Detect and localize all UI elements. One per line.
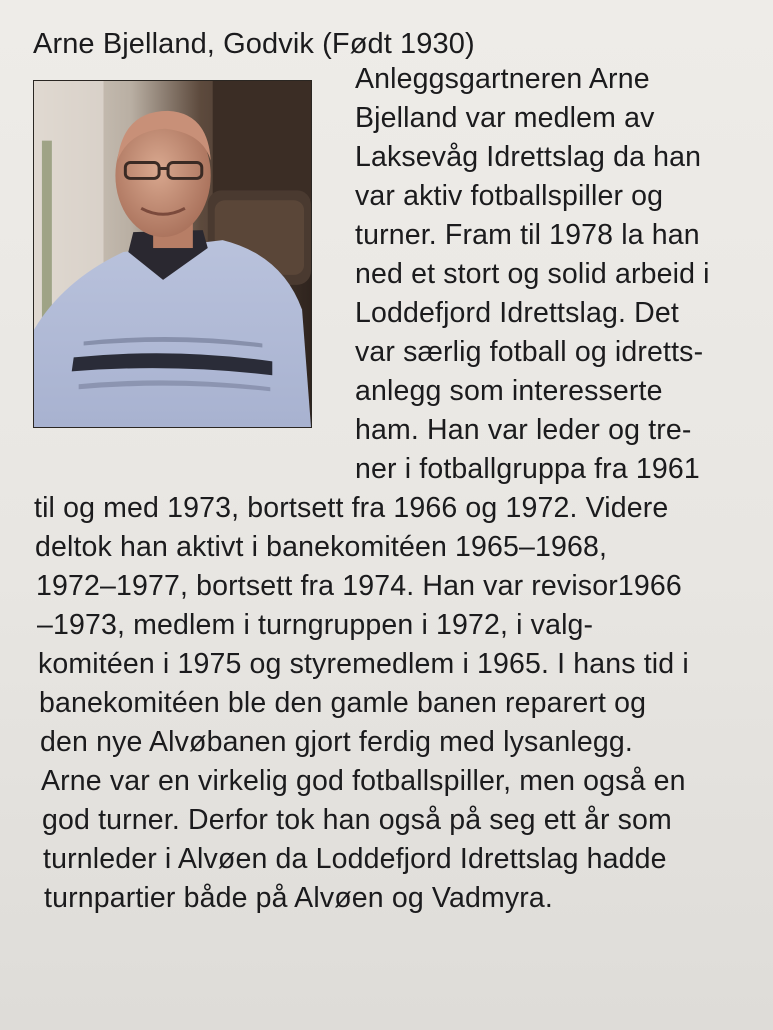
text-line: god turner. Derfor tok han også på seg ett år som <box>42 804 672 836</box>
text-line: deltok han aktivt i banekomitéen 1965–1968, <box>35 531 608 563</box>
text-line: Laksevåg Idrettslag da han <box>355 141 702 173</box>
text-line: 1972–1977, bortsett fra 1974. Han var revisor1966 <box>36 570 682 602</box>
text-line: var aktiv fotballspiller og <box>355 180 664 212</box>
text-line: turnpartier både på Alvøen og Vadmyra. <box>44 882 553 914</box>
text-line: ner i fotballgruppa fra 1961 <box>355 453 700 485</box>
text-line: Arne var en virkelig god fotballspiller, men også en <box>41 765 686 797</box>
text-line: var særlig fotball og idretts- <box>355 336 704 368</box>
text-line: anlegg som interesserte <box>355 375 663 407</box>
text-line: Bjelland var medlem av <box>355 102 655 134</box>
text-line: den nye Alvøbanen gjort ferdig med lysanlegg. <box>40 726 633 758</box>
text-line: ham. Han var leder og tre- <box>355 414 692 446</box>
portrait-photo <box>33 80 312 428</box>
article-heading: Arne Bjelland, Godvik (Født 1930) <box>33 28 475 60</box>
text-line: Anleggsgartneren Arne <box>355 63 650 95</box>
text-line: komitéen i 1975 og styremedlem i 1965. I hans tid i <box>38 648 689 680</box>
text-line: –1973, medlem i turngruppen i 1972, i valg- <box>37 609 594 641</box>
text-line: turner. Fram til 1978 la han <box>355 219 700 251</box>
text-line: turnleder i Alvøen da Loddefjord Idrettslag hadde <box>43 843 667 875</box>
text-line: Loddefjord Idrettslag. Det <box>355 297 679 329</box>
text-line: ned et stort og solid arbeid i <box>355 258 710 290</box>
portrait-illustration <box>34 81 311 427</box>
text-line: banekomitéen ble den gamle banen reparert og <box>39 687 647 719</box>
text-line: til og med 1973, bortsett fra 1966 og 1972. Videre <box>34 492 669 524</box>
